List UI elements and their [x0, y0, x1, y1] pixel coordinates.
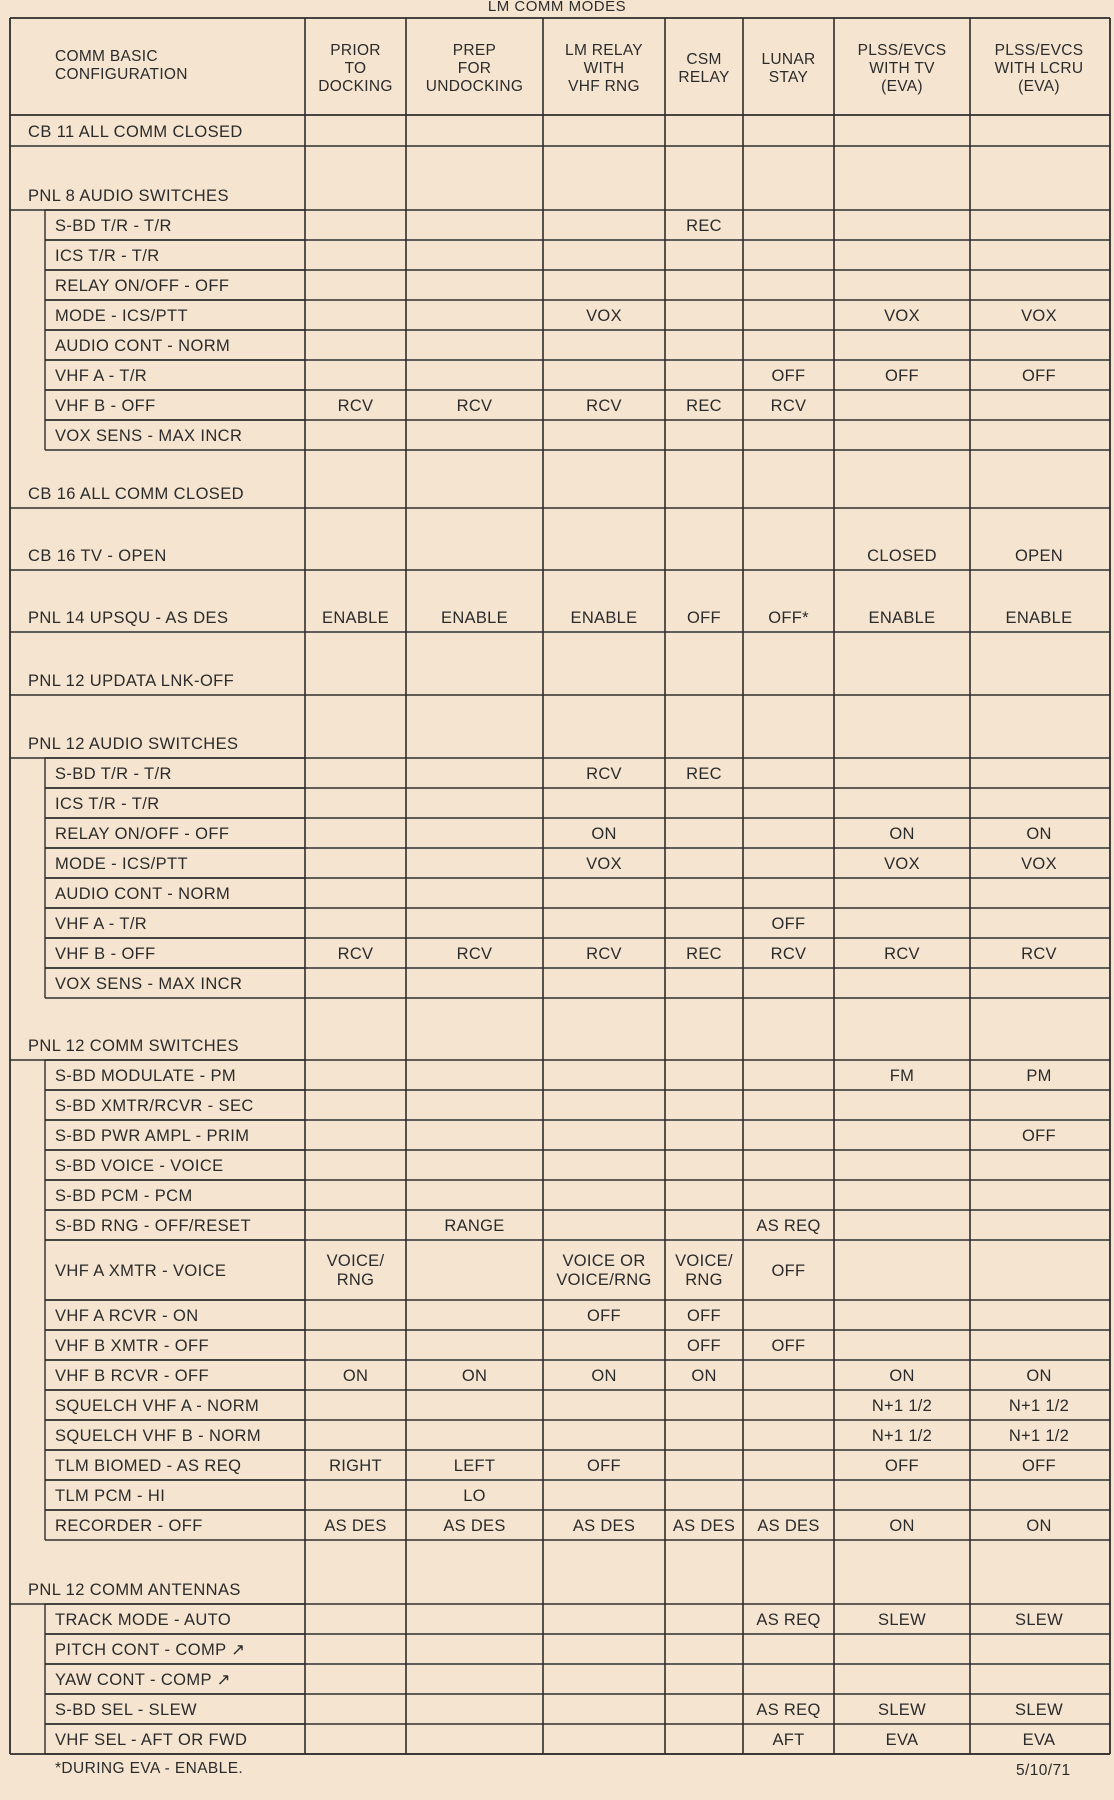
table-cell: PM	[1026, 1066, 1052, 1085]
row-label: VHF SEL - AFT OR FWD	[55, 1731, 248, 1749]
table-cell: RCV	[456, 396, 493, 415]
table-cell: OFF	[687, 1336, 721, 1355]
header-comm-basic-configuration: COMM BASIC CONFIGURATION	[55, 48, 188, 83]
column-header-4: CSM RELAY	[678, 50, 730, 86]
table-cell: AS REQ	[756, 1700, 821, 1719]
table-cell: OFF	[885, 366, 919, 385]
table-cell: REC	[686, 764, 722, 783]
section-label: PNL 12 UPDATA LNK-OFF	[28, 672, 235, 690]
column-header-2: PREP FOR UNDOCKING	[425, 41, 524, 95]
table-cell: EVA	[1022, 1730, 1056, 1749]
table-cell: ON	[591, 1366, 617, 1385]
table-cell: AFT	[772, 1730, 805, 1749]
table-cell: ENABLE	[868, 609, 936, 627]
table-cell: AS DES	[757, 1516, 820, 1535]
row-label: RECORDER - OFF	[55, 1517, 203, 1535]
section-label: CB 16 TV - OPEN	[28, 547, 167, 565]
table-cell: EVA	[885, 1730, 919, 1749]
table-cell: LO	[463, 1486, 486, 1505]
row-label: VHF B XMTR - OFF	[55, 1337, 209, 1355]
section-label: PNL 14 UPSQU - AS DES	[28, 609, 229, 627]
table-cell: AS REQ	[756, 1610, 821, 1629]
table-cell: AS DES	[324, 1516, 387, 1535]
table-cell: RCV	[586, 396, 622, 415]
section-label: PNL 8 AUDIO SWITCHES	[28, 187, 229, 205]
column-header-5: LUNAR STAY	[761, 50, 816, 86]
table-cell: REC	[686, 944, 722, 963]
table-cell: VOICE/ RNG	[326, 1252, 385, 1289]
table-cell: OFF	[587, 1306, 621, 1325]
row-label: SQUELCH VHF B - NORM	[55, 1427, 262, 1445]
column-header-7: PLSS/EVCS WITH LCRU (EVA)	[994, 41, 1084, 95]
section-label: CB 16 ALL COMM CLOSED	[28, 485, 244, 503]
column-header-1: PRIOR TO DOCKING	[318, 41, 393, 95]
table-cell: CLOSED	[867, 547, 937, 565]
row-label: TLM BIOMED - AS REQ	[55, 1457, 242, 1475]
table-cell: ENABLE	[1005, 609, 1073, 627]
row-label: VHF B - OFF	[55, 397, 156, 415]
table-cell: ON	[1026, 1366, 1052, 1385]
column-header-6: PLSS/EVCS WITH TV (EVA)	[857, 41, 947, 95]
table-cell: RCV	[770, 944, 807, 963]
table-cell: OFF	[687, 1306, 721, 1325]
table-cell: VOX	[586, 306, 622, 325]
section-label: PNL 12 COMM ANTENNAS	[28, 1581, 241, 1599]
footnote: *DURING EVA - ENABLE.	[55, 1760, 244, 1777]
table-cell: SLEW	[878, 1610, 926, 1629]
row-label: S-BD T/R - T/R	[55, 217, 172, 235]
table-cell: VOX	[1021, 854, 1057, 873]
row-label: VHF A - T/R	[55, 367, 148, 385]
table-cell: RIGHT	[329, 1456, 382, 1475]
table-cell: REC	[686, 396, 722, 415]
table-cell: ON	[889, 1366, 915, 1385]
table-cell: OFF	[885, 1456, 919, 1475]
table-cell: RCV	[884, 944, 920, 963]
table-cell: AS DES	[443, 1516, 506, 1535]
table-cell: VOICE OR VOICE/RNG	[556, 1252, 652, 1289]
row-label: TLM PCM - HI	[55, 1487, 166, 1505]
table-cell: VOX	[1021, 306, 1057, 325]
table-cell: ON	[461, 1366, 488, 1385]
table-cell: N+1 1/2	[871, 1396, 933, 1415]
table-cell: OFF	[771, 1336, 806, 1355]
table-cell: N+1 1/2	[1008, 1396, 1070, 1415]
row-label: VHF B RCVR - OFF	[55, 1367, 209, 1385]
section-label: PNL 12 AUDIO SWITCHES	[28, 735, 239, 753]
row-label: S-BD T/R - T/R	[55, 765, 172, 783]
table-cell: ENABLE	[570, 609, 638, 627]
table-cell: SLEW	[1015, 1700, 1063, 1719]
table-cell: RANGE	[444, 1216, 505, 1235]
row-label: TRACK MODE - AUTO	[55, 1611, 232, 1629]
table-cell: N+1 1/2	[1008, 1426, 1070, 1445]
row-label: S-BD VOICE - VOICE	[55, 1157, 224, 1175]
table-cell: REC	[686, 216, 722, 235]
row-label: ICS T/R - T/R	[55, 247, 160, 265]
row-label: VHF B - OFF	[55, 945, 156, 963]
table-cell: VOX	[884, 306, 920, 325]
table-cell: OFF	[771, 914, 806, 933]
table-cell: RCV	[337, 396, 374, 415]
row-label: SQUELCH VHF A - NORM	[55, 1397, 260, 1415]
row-label: RELAY ON/OFF - OFF	[55, 277, 230, 295]
row-label: S-BD RNG - OFF/RESET	[55, 1217, 251, 1235]
row-label: AUDIO CONT - NORM	[55, 885, 231, 903]
row-label: MODE - ICS/PTT	[55, 307, 189, 325]
table-cell: ON	[889, 824, 915, 843]
table-cell: RCV	[1021, 944, 1057, 963]
section-label: PNL 12 COMM SWITCHES	[28, 1037, 239, 1055]
section-label: CB 11 ALL COMM CLOSED	[28, 123, 243, 141]
row-label: ICS T/R - T/R	[55, 795, 160, 813]
table-cell: AS REQ	[756, 1216, 821, 1235]
table-cell: ENABLE	[322, 609, 389, 627]
table-cell: SLEW	[878, 1700, 926, 1719]
table-cell: ON	[1026, 824, 1052, 843]
table-cell: OFF	[1022, 1456, 1056, 1475]
row-label: VHF A RCVR - ON	[55, 1307, 199, 1325]
row-label: VOX SENS - MAX INCR	[55, 427, 243, 445]
table-cell: VOX	[586, 854, 622, 873]
table-cell: N+1 1/2	[871, 1426, 933, 1445]
row-label: VOX SENS - MAX INCR	[55, 975, 243, 993]
table-cell: RCV	[456, 944, 493, 963]
table-cell: ON	[342, 1366, 369, 1385]
column-header-3: LM RELAY WITH VHF RNG	[565, 41, 643, 95]
table-cell: OFF	[687, 609, 721, 627]
row-label: S-BD PCM - PCM	[55, 1187, 193, 1205]
table-cell: VOX	[884, 854, 920, 873]
table-cell: OFF	[771, 1261, 806, 1280]
row-label: AUDIO CONT - NORM	[55, 337, 231, 355]
table-cell: FM	[889, 1066, 915, 1085]
table-cell: OPEN	[1015, 547, 1063, 565]
row-label: VHF A XMTR - VOICE	[55, 1262, 227, 1280]
table-cell: OFF	[1022, 1126, 1056, 1145]
table-cell: RCV	[770, 396, 807, 415]
row-label: RELAY ON/OFF - OFF	[55, 825, 230, 843]
table-cell: OFF	[1022, 366, 1056, 385]
row-label: S-BD SEL - SLEW	[55, 1701, 198, 1719]
table-cell: VOICE/ RNG	[675, 1252, 733, 1289]
row-label: VHF A - T/R	[55, 915, 148, 933]
table-cell: ON	[889, 1516, 915, 1535]
row-label: S-BD MODULATE - PM	[55, 1067, 237, 1085]
table-cell: ON	[691, 1366, 717, 1385]
table-cell: OFF	[587, 1456, 621, 1475]
table-cell: OFF	[771, 366, 806, 385]
table-cell: LEFT	[453, 1456, 496, 1475]
row-label: S-BD XMTR/RCVR - SEC	[55, 1097, 254, 1115]
table-cell: RCV	[337, 944, 374, 963]
table-cell: AS DES	[672, 1516, 736, 1535]
table-cell: ENABLE	[441, 609, 508, 627]
table-cell: OFF*	[768, 609, 809, 627]
table-cell: RCV	[586, 944, 622, 963]
row-label: MODE - ICS/PTT	[55, 855, 189, 873]
table-cell: AS DES	[572, 1516, 636, 1535]
card-title: LM COMM MODES	[487, 0, 627, 15]
row-label: S-BD PWR AMPL - PRIM	[55, 1127, 250, 1145]
revision-date: 5/10/71	[1016, 1762, 1071, 1779]
row-label: PITCH CONT - COMP ↗	[55, 1641, 246, 1659]
table-cell: ON	[591, 824, 617, 843]
table-cell: RCV	[586, 764, 622, 783]
table-cell: SLEW	[1015, 1610, 1063, 1629]
row-label: YAW CONT - COMP ↗	[55, 1671, 231, 1689]
table-cell: ON	[1026, 1516, 1052, 1535]
